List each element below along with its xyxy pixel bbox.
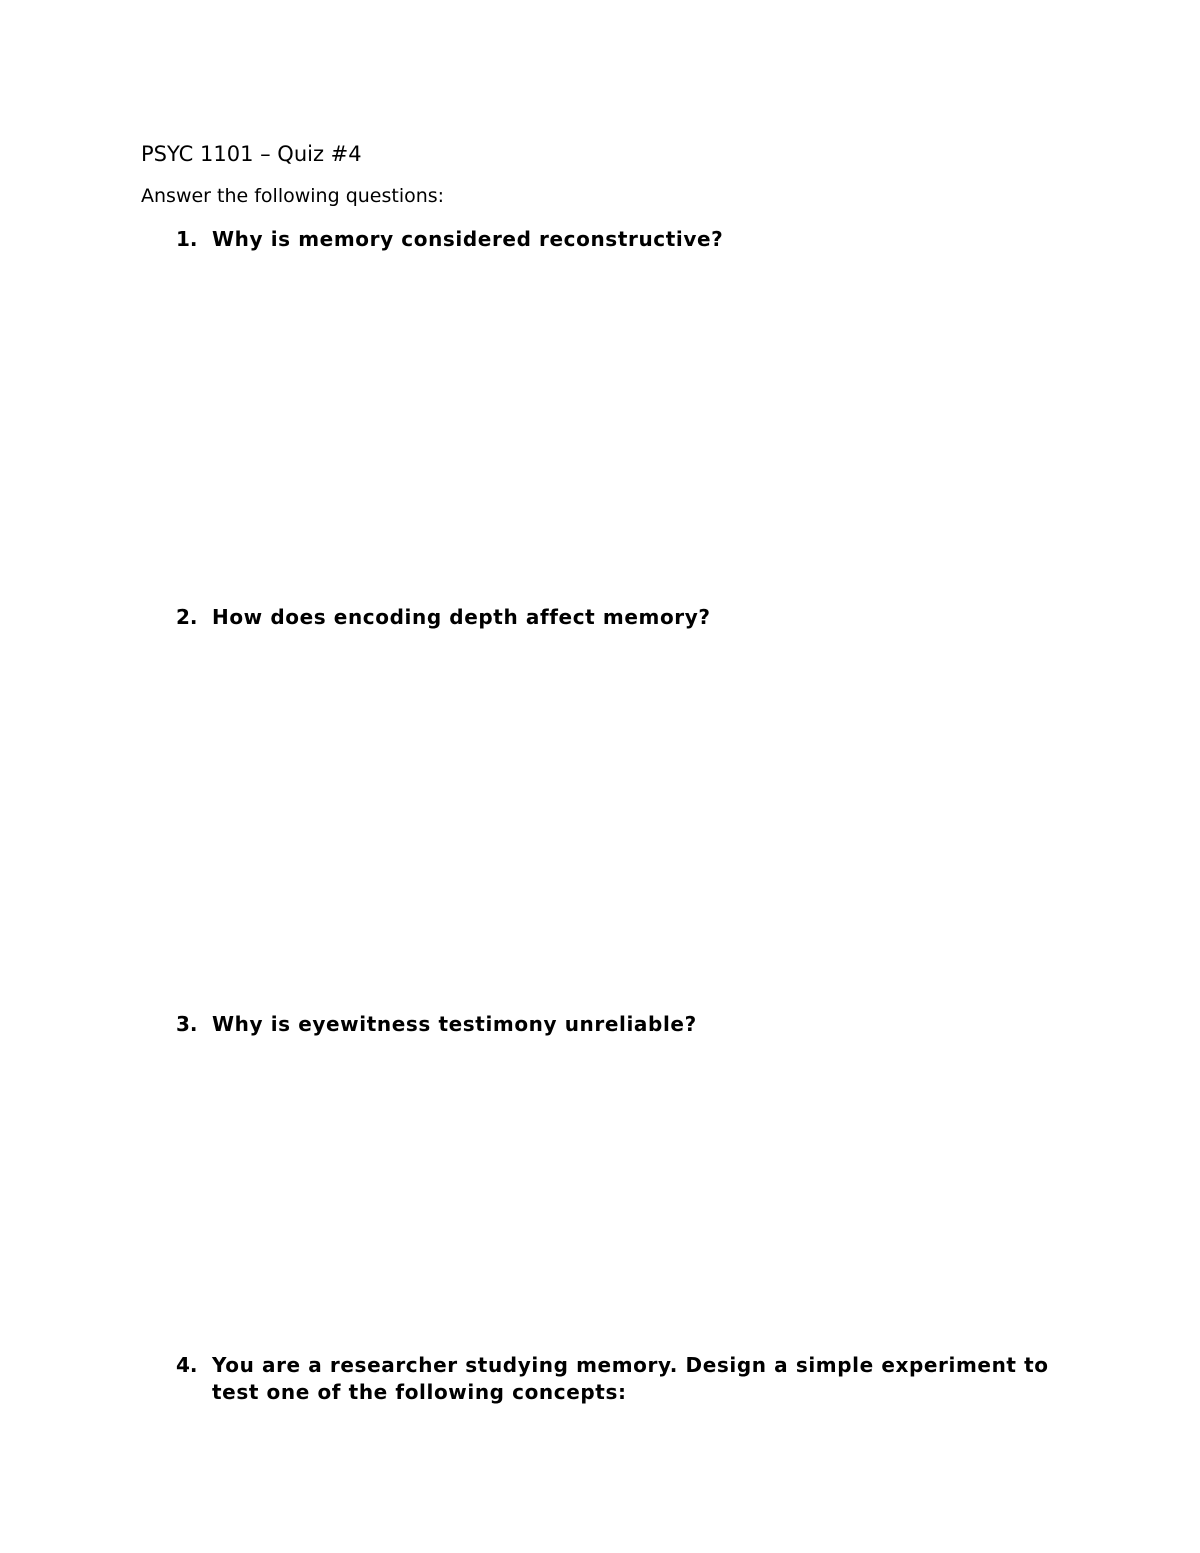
question-3 [176, 1011, 1056, 1038]
quiz-title: PSYC 1101 – Quiz #4 [141, 142, 362, 166]
question-text: Why is eyewitness testimony unreliable? [212, 1012, 697, 1036]
question-4 [176, 1352, 1056, 1406]
question-number: 2. [176, 605, 198, 629]
question-number: 4. [176, 1353, 198, 1377]
question-2 [176, 604, 1056, 631]
question-text: You are a researcher studying memory. Design a simple experiment to test one of the following concepts: [212, 1353, 1049, 1404]
question-number: 1. [176, 227, 198, 251]
question-1 [176, 226, 1056, 253]
question-text: Why is memory considered reconstructive? [212, 227, 724, 251]
question-text: How does encoding depth affect memory? [212, 605, 711, 629]
instructions-text: Answer the following questions: [141, 185, 445, 207]
question-number: 3. [176, 1012, 198, 1036]
